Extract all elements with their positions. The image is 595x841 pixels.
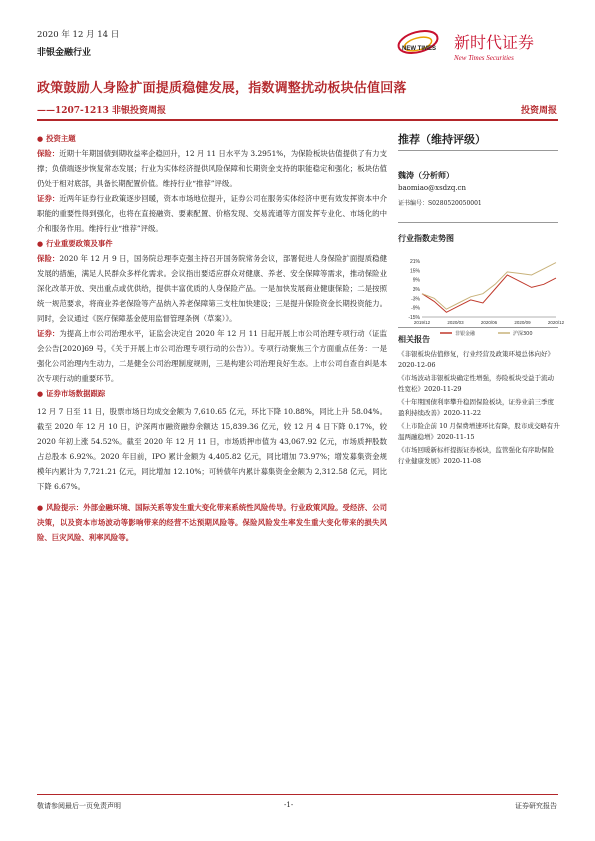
related-report-item[interactable]: 《十年期国债利率攀升稳固保险板块，证券业前三季度盈利持续改善》2020-11-22 (398, 398, 554, 417)
x-tick-label: 2020/03 (447, 320, 464, 325)
footer-doc-type: 证券研究报告 (515, 802, 557, 810)
bullet-icon: ● (37, 134, 44, 143)
sidebar-divider (398, 150, 558, 151)
report-date: 2020 年 12 月 14 日 (37, 30, 120, 40)
y-tick-label: -9% (411, 305, 420, 312)
analyst-cert: 证书编号：S0280520050001 (398, 200, 482, 207)
x-tick-label: 2020/12 (547, 320, 565, 325)
legend-label: 非银金融 (455, 331, 476, 337)
paragraph-insurance-theme: 保险：近期十年期国债到期收益率企稳回升，12 月 11 日水平为 3.2951%，为保险板块估值提供了有力支撑；负债端逐步恢复常态发展；行业为实体经济提供风险保障和长期资金支持的职能稳定和强化；板块估值仍处于相对底部，具备长期配置价值。维持行业“推荐”评级。 (37, 149, 387, 188)
section-heading-investment-theme: ● 投资主题 (37, 134, 76, 143)
y-tick-label: -3% (411, 296, 420, 303)
bullet-icon: ● (37, 389, 44, 398)
bullet-icon: ● (37, 239, 44, 248)
analyst-email[interactable]: baomiao@xsdzq.cn (398, 184, 466, 192)
related-report-item[interactable]: 《市场波动非银板块确定性增强，券险板块受益于流动性宽松》2020-11-29 (398, 374, 554, 393)
y-tick-label: 3% (412, 287, 420, 293)
sidebar-divider (398, 222, 558, 223)
related-reports-title: 相关报告 (398, 334, 430, 344)
related-report-item[interactable]: 《市场回暖新标杆提振证券板块，监管强化有序助保险行业健康发展》2020-11-08 (398, 446, 554, 465)
series-line-0 (422, 275, 556, 312)
page-number: -1- (284, 801, 294, 809)
main-column (37, 131, 387, 545)
paragraph-insurance-policy: 保险：2020 年 12 月 9 日，国务院总理李克强主持召开国务院常务会议，部署促进人身保险扩面提质稳健发展的措施，满足人民群众多样化需求。会议指出要适应群众对健康、养老、安全保障等需求，推动保险业深化改革开放、突出重点或优供给，提供丰富优质的人身保险产品。一是加快发展商业健康保险；二是按照统一规范要求，将商业养老保险等产品纳入养老保障第三支柱加快建设；三是提升保险资金长期投资能力。同时，会议通过《医疗保障基金使用监督管理条例（草案）》。 (37, 254, 387, 323)
x-tick-label: 2019/12 (413, 320, 431, 325)
section-heading-policy-events: ● 行业重要政策及事件 (37, 239, 113, 248)
logo-swoosh-icon (396, 27, 440, 57)
rating: 推荐（维持评级） (398, 133, 486, 146)
logo-text: NEW TIMES (402, 46, 436, 52)
paragraph-securities-policy: 证券：为提高上市公司治理水平，证监会决定自 2020 年 12 月 11 日起开展上市公司治理专项行动（证监会公告[2020]69 号，《关于开展上市公司治理专项行动的公告》）。专项行动聚焦三个方面重点任务：一是强化公司治理内生动力，二是健全公司治理制度规则，三是构建公司治理良好生态。上市公司自查自纠是本次专项行动的重要环节。 (37, 329, 387, 383)
related-reports-list (398, 349, 560, 469)
y-tick-label: 9% (412, 277, 420, 284)
sidebar-divider (398, 327, 558, 328)
bullet-icon: ● (37, 503, 44, 512)
report-type: 投资周报 (520, 106, 557, 116)
related-report-item[interactable]: 《非银板块估值修复，行业经营及政策环境总体向好》2020-12-06 (398, 350, 554, 369)
footer-disclaimer: 敬请参阅最后一页免责声明 (37, 802, 121, 810)
brand-name-cn: 新时代证券 (454, 33, 535, 52)
x-tick-label: 2020/09 (514, 320, 531, 325)
related-report-item[interactable]: 《上市险企前 10 月保费增速环比有降，股市成交略有升温两融稳增》2020-11-15 (398, 422, 560, 441)
sector-label: 非银金融行业 (37, 48, 92, 58)
paragraph-securities-theme: 证券：近两年证券行业政策逐步回暖，资本市场地位提升，证券公司在服务实体经济中更有效发挥资本中介职能的重要性得到强化，也将在直接融资、要素配置、价格发现、交易流通等方面发挥专业化、市场化的中介和服务作用。维持行业“推荐”评级。 (37, 194, 387, 233)
brand-name-en: New Times Securities (454, 54, 514, 62)
section-heading-market-data: ● 证券市场数据跟踪 (37, 389, 106, 398)
y-tick-label: -15% (408, 315, 420, 321)
report-subtitle: ——1207-1213 非银投资周报 (37, 106, 166, 116)
x-tick-label: 2020/06 (480, 320, 498, 325)
paragraph-market-data: 12 月 7 日至 11 日，股票市场日均成交金额为 7,610.65 亿元，环比下降 10.88%，同比上升 58.04%。截至 2020 年 12 月 10 日，沪深两市融资融券余额达 15,839.36 亿元，较 12 月 4 日下降 0.17%，较 2020 年初上涨 54.52%。截至 2020 年 12 月 11 日，市场质押市值为 43,067.92 亿元，市场质押股数占总股本 6.92%。2020 年目前，IPO 累计金额为 4,405.82 亿元，同比增加 73.97%；增发募集资金规模年内累计为 7,721.21 亿元，同比增加 12.10%；可转债年内累计募集资金金额为 2,312.58 亿元，同比下降 6.67%。 (37, 407, 387, 491)
legend-label: 沪深300 (513, 331, 533, 337)
report-title: 政策鼓励人身险扩面提质稳健发展，指数调整扰动板块估值回落 (37, 81, 407, 96)
y-tick-label: 21% (409, 259, 420, 265)
chart-title: 行业指数走势图 (398, 233, 454, 243)
y-tick-label: 15% (409, 268, 420, 275)
risk-warning: ● 风险提示：外部金融环境、国际关系等发生重大变化带来系统性风险传导。行业政策风险。受经济、公司决策，以及资本市场波动等影响带来的经营不达预期风险等。保险风险发生率发生重大变化带来的损失风险、巨灾风险、利率风险等。 (37, 503, 387, 542)
brand-logo (396, 20, 564, 66)
analyst-name: 魏涛（分析师） (398, 170, 454, 180)
footer-divider (37, 794, 558, 795)
title-divider (37, 119, 558, 121)
